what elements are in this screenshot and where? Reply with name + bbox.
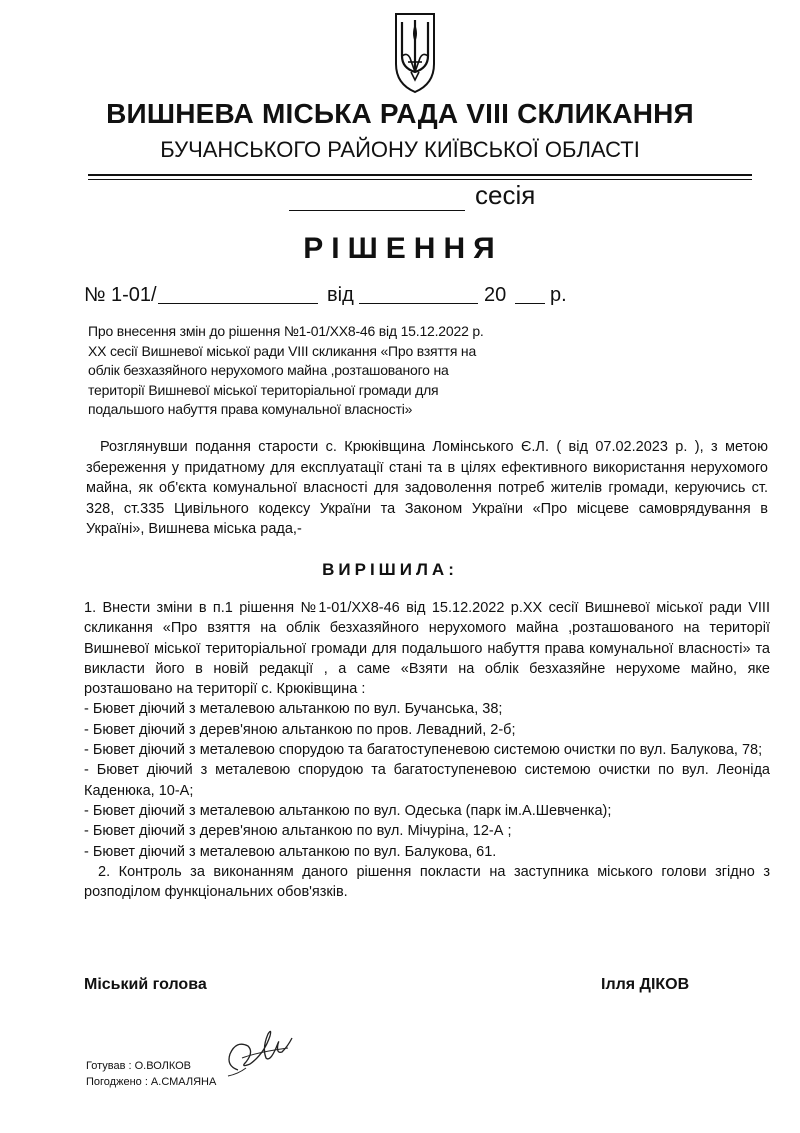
resolved-heading: ВИРІШИЛА: xyxy=(322,560,458,579)
subject-line: подальшого набуття права комунальної власності» xyxy=(88,401,413,417)
point-1: 1. Внести зміни в п.1 рішення №1-01/ХХ8-46 від 15.12.2022 р.ХХ сесії Вишневої міської ради VІІІ скликання «Про взяття на облік безхазяйного нерухомого майна ,розташованого на території Вишневої міської територіальної громади для подальшого набуття права комунальної власності» та викласти його в новій редакції , а саме «Взяти на облік безхазяйне нерухоме майно, яке розташовано на території с. Крюківщина : xyxy=(84,600,770,698)
decision-number-prefix: № 1-01/ xyxy=(84,284,157,306)
subject-line: ХХ сесії Вишневої міської ради VІІІ скликання «Про взяття на xyxy=(88,342,477,359)
approved-by: Погоджено : А.СМАЛЯНА xyxy=(86,1076,217,1088)
list-item: - Бювет діючий з металевою спорудою та багатоступеневою системою очистки по вул. Балукова, 78; xyxy=(84,742,763,759)
signatory-name: Ілля ДІКОВ xyxy=(601,976,690,993)
district-region: БУЧАНСЬКОГО РАЙОНУ КИЇВСЬКОЇ ОБЛАСТІ xyxy=(160,137,640,162)
decision-subject xyxy=(88,322,518,420)
list-item: - Бювет діючий з дерев'яною альтанкою по пров. Левадний, 2-б; xyxy=(84,721,516,738)
decision-year-prefix: 20 xyxy=(484,284,507,306)
preamble-paragraph: Розглянувши подання старости с. Крюківщина Ломінського Є.Л. ( від 07.02.2023 р. ), з метою збереження у придатному для експлуатації стані та в цілях ефективного використання нерухомого майна, як об'єкта комунальної власності для задоволення потреб жителів громади, керуючись ст. 328, ст.335 Цивільного кодексу України та Законом України «Про місцеве самоврядування в Україні», Вишнева міська рада,- xyxy=(86,439,768,537)
header-divider-thick xyxy=(88,174,752,176)
decision-year-suffix: р. xyxy=(550,284,567,306)
decision-title: РІШЕННЯ xyxy=(303,232,503,265)
prepared-by: Готував : О.ВОЛКОВ xyxy=(86,1060,192,1072)
header-divider-thin xyxy=(88,179,752,180)
list-item: - Бювет діючий з дерев'яною альтанкою по вул. Мічуріна, 12-А ; xyxy=(84,823,512,840)
subject-line: території Вишневої міської територіальної громади для xyxy=(88,381,439,398)
decision-year-blank xyxy=(515,303,545,304)
point-2: 2. Контроль за виконанням даного рішення покласти на заступника міського голови згідно з розподілом функціональних обов'язків. xyxy=(84,863,770,901)
session-number-blank xyxy=(289,210,465,211)
decision-date-label: від xyxy=(327,284,354,306)
list-item: - Бювет діючий з металевою альтанкою по вул. Балукова, 61. xyxy=(84,843,497,860)
decision-number-blank xyxy=(158,303,318,304)
preparation-block xyxy=(86,1058,216,1090)
decision-body xyxy=(84,598,770,902)
signatory-position: Міський голова xyxy=(84,976,207,993)
handwritten-signature xyxy=(218,1018,300,1080)
subject-line: Про внесення змін до рішення №1-01/ХХ8-46 від 15.12.2022 р. xyxy=(88,323,484,339)
trident-coat-of-arms-icon xyxy=(393,12,437,94)
decision-date-blank xyxy=(359,303,478,304)
council-name: ВИШНЕВА МІСЬКА РАДА VIII СКЛИКАННЯ xyxy=(106,98,694,129)
subject-line: облік безхазяйного нерухомого майна ,розташованого на xyxy=(88,362,449,378)
list-item: - Бювет діючий з металевою спорудою та багатоступеневою системою очистки по вул. Леоніда Каденюка, 10-А; xyxy=(84,762,770,799)
list-item: - Бювет діючий з металевою альтанкою по вул. Бучанська, 38; xyxy=(84,701,503,718)
list-item: - Бювет діючий з металевою альтанкою по вул. Одеська (парк ім.А.Шевченка); xyxy=(84,802,612,819)
session-label: сесія xyxy=(475,180,536,210)
